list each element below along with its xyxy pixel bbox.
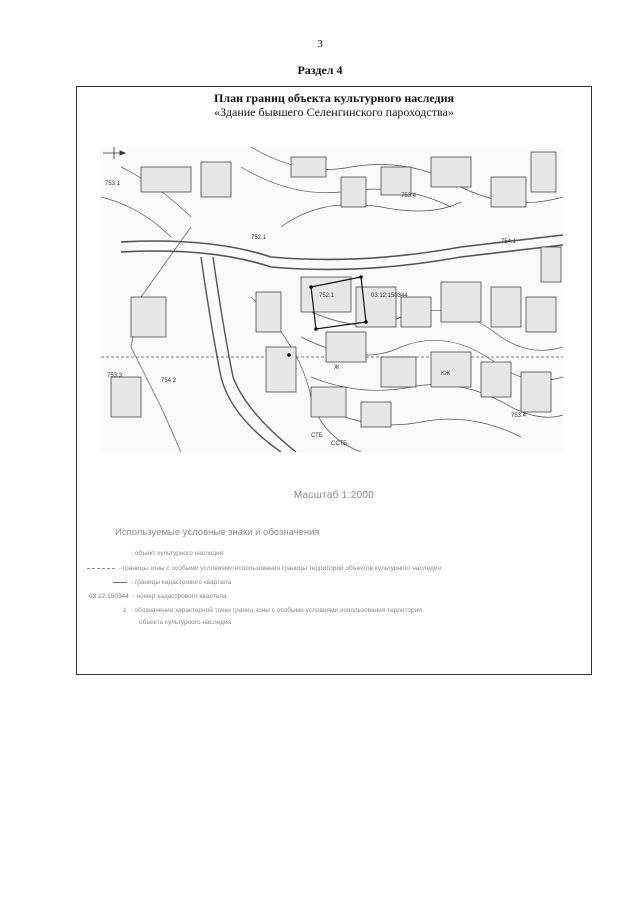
legend-title: Используемые условные знаки и обозначения	[115, 527, 320, 538]
map-label: 753.4	[511, 413, 527, 419]
map-label: Ж	[334, 365, 340, 371]
legend-item-text: - границы зоны с особыми условиями использования границы территорий объектов культурного наследия	[118, 565, 441, 572]
legend-item-continuation	[139, 619, 231, 626]
legend-item-text: объекта культурного наследия	[139, 619, 232, 626]
plan-frame	[76, 86, 592, 675]
map-label: 754.1	[501, 239, 517, 245]
map-label: 753.4	[401, 193, 417, 199]
map-label: 752.1	[251, 235, 267, 241]
plan-title: План границ объекта культурного наследия	[214, 91, 454, 105]
map-scale: Масштаб 1:2000	[293, 490, 375, 501]
legend-item-cadastral-boundary	[113, 579, 231, 586]
legend-item-text: - объект культурного наследия	[130, 550, 224, 557]
section-title: Раздел 4	[297, 63, 343, 77]
legend-item-cultural-object	[127, 550, 223, 557]
legend-marker: 03:12:150344	[89, 593, 129, 600]
cadastral-map	[101, 147, 563, 452]
legend-item-text: - границы кадастрового квартала	[130, 579, 232, 586]
legend-item-cadastral-number	[89, 593, 227, 600]
legend-item-text: - номер кадастрового квартала	[132, 593, 227, 600]
map-label: 03:12:150344	[371, 293, 408, 299]
map-label: 752.1	[319, 293, 335, 299]
legend-item-text: - обозначение характерной точки границ зоны с особыми условиями использования территории	[130, 607, 422, 614]
legend-item-characteristic-point	[123, 607, 422, 614]
compass-icon	[103, 147, 125, 159]
map-label: 753.3	[107, 373, 123, 379]
map-drawing	[101, 147, 563, 452]
page-number: 3	[317, 38, 323, 50]
map-label: 753.1	[105, 181, 121, 187]
dashed-line-symbol	[87, 568, 115, 569]
plan-subtitle: «Здание бывшего Селенгинского пароходства»	[214, 105, 454, 119]
legend-item-zone-boundary	[87, 565, 441, 572]
map-label: СТБ	[311, 433, 323, 439]
legend-marker: 1	[123, 607, 127, 614]
map-label: ССТБ	[331, 441, 348, 447]
map-label: 754.2	[161, 378, 177, 384]
solid-line-symbol	[113, 582, 127, 583]
map-label: КЖ	[441, 371, 451, 377]
